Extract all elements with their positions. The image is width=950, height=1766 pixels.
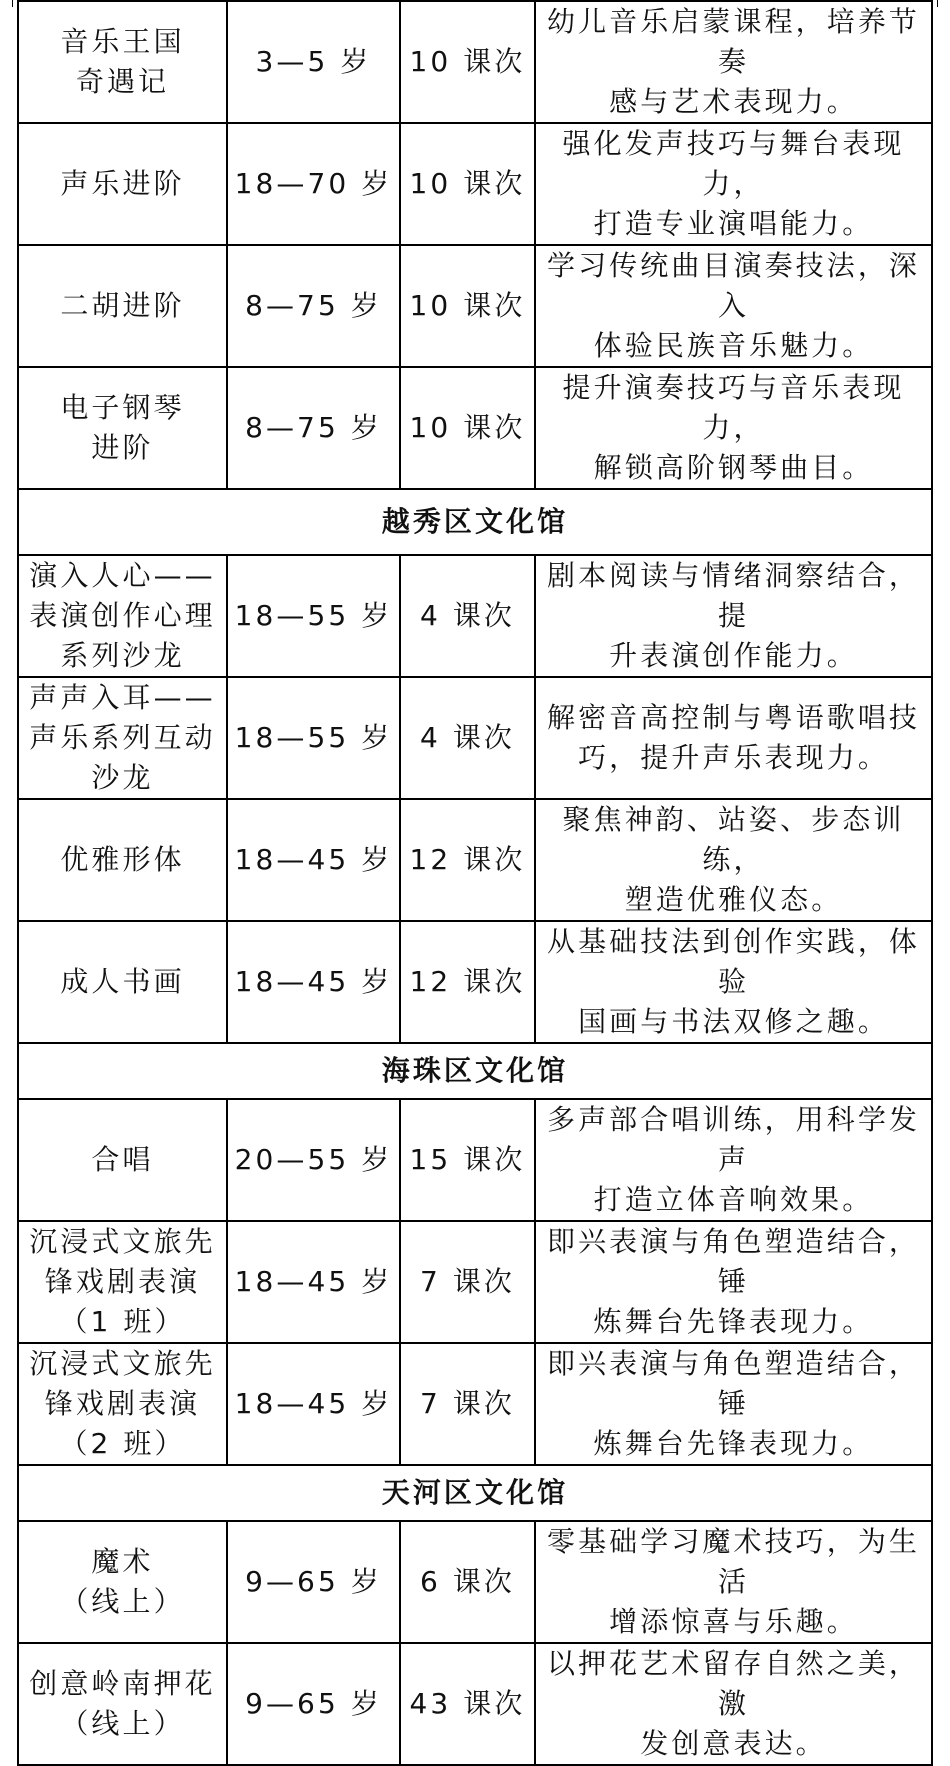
cell-line: 多声部合唱训练，用科学发声 (547, 1103, 920, 1176)
description-cell (535, 555, 932, 677)
sessions-cell: 7 课次 (400, 1343, 535, 1465)
table-row (18, 677, 932, 799)
course-name-cell (18, 921, 227, 1043)
age-range-cell: 18—45 岁 (227, 799, 400, 921)
description-cell (535, 367, 932, 489)
sessions-cell: 10 课次 (400, 367, 535, 489)
description-cell (535, 1643, 932, 1765)
sessions-cell: 4 课次 (400, 677, 535, 799)
table-row (18, 799, 932, 921)
age-range-cell: 8—75 岁 (227, 245, 400, 367)
section-title: 天河区文化馆 (18, 1465, 932, 1521)
cell-line: 感与艺术表现力。 (609, 85, 858, 118)
table-row (18, 1221, 932, 1343)
cell-line: 锋戏剧表演 (44, 1387, 201, 1420)
cell-line: 沉浸式文旅先 (29, 1347, 216, 1380)
cell-line: 体验民族音乐魅力。 (593, 329, 874, 362)
description-cell (535, 1, 932, 123)
cell-line: 合唱 (91, 1143, 154, 1176)
cell-line: 从基础技法到创作实践，体验 (547, 925, 920, 998)
cell-line: 锋戏剧表演 (44, 1265, 201, 1298)
cell-line: 强化发声技巧与舞台表现力， (562, 127, 905, 200)
course-name-cell (18, 1521, 227, 1643)
age-range-cell: 18—55 岁 (227, 555, 400, 677)
cell-line: 进阶 (91, 431, 154, 464)
cell-line: 沉浸式文旅先 (29, 1225, 216, 1258)
age-range-cell: 9—65 岁 (227, 1521, 400, 1643)
section-header-row (18, 1465, 932, 1521)
course-name-cell (18, 1221, 227, 1343)
table-row (18, 367, 932, 489)
cell-line: 系列沙龙 (60, 639, 185, 672)
course-name-cell (18, 677, 227, 799)
sessions-cell: 10 课次 (400, 1, 535, 123)
sessions-cell: 10 课次 (400, 245, 535, 367)
cell-line: 升表演创作能力。 (609, 639, 858, 672)
cell-line: 成人书画 (60, 965, 185, 998)
cell-line: 发创意表达。 (640, 1727, 827, 1760)
cell-line: 聚焦神韵、站姿、步态训练， (562, 803, 905, 876)
age-range-cell: 3—5 岁 (227, 1, 400, 123)
cell-line: 塑造优雅仪态。 (624, 883, 843, 916)
cell-line: （线上） (60, 1585, 185, 1618)
description-cell (535, 1343, 932, 1465)
age-range-cell: 20—55 岁 (227, 1099, 400, 1221)
sessions-cell: 7 课次 (400, 1221, 535, 1343)
course-name-cell (18, 1643, 227, 1765)
cell-line: 音乐王国 (60, 25, 185, 58)
age-range-cell: 18—45 岁 (227, 921, 400, 1043)
description-cell (535, 1521, 932, 1643)
page-edge-mark (12, 0, 13, 7)
cell-line: 即兴表演与角色塑造结合，锤 (547, 1347, 920, 1420)
section-title: 越秀区文化馆 (18, 489, 932, 555)
cell-line: 打造专业演唱能力。 (593, 207, 874, 240)
description-cell (535, 1099, 932, 1221)
course-table-body (18, 1, 932, 1765)
cell-line: （1 班） (59, 1305, 186, 1338)
cell-line: 剧本阅读与情绪洞察结合，提 (547, 559, 920, 632)
description-cell (535, 921, 932, 1043)
age-range-cell: 18—45 岁 (227, 1221, 400, 1343)
cell-line: 沙龙 (91, 761, 154, 794)
cell-line: 二胡进阶 (60, 289, 185, 322)
cell-line: 学习传统曲目演奏技法，深入 (547, 249, 920, 322)
cell-line: 电子钢琴 (60, 391, 185, 424)
course-name-cell (18, 123, 227, 245)
cell-line: 炼舞台先锋表现力。 (593, 1305, 874, 1338)
cell-line: 声乐进阶 (60, 167, 185, 200)
cell-line: 解锁高阶钢琴曲目。 (593, 451, 874, 484)
age-range-cell: 8—75 岁 (227, 367, 400, 489)
page-edge-mark (937, 0, 938, 7)
course-name-cell (18, 367, 227, 489)
age-range-cell: 18—45 岁 (227, 1343, 400, 1465)
cell-line: 奇遇记 (75, 65, 170, 98)
cell-line: 炼舞台先锋表现力。 (593, 1427, 874, 1460)
cell-line: 增添惊喜与乐趣。 (609, 1605, 858, 1638)
description-cell (535, 1221, 932, 1343)
sessions-cell: 15 课次 (400, 1099, 535, 1221)
cell-line: （2 班） (59, 1427, 186, 1460)
description-cell (535, 799, 932, 921)
sessions-cell: 6 课次 (400, 1521, 535, 1643)
table-row (18, 1643, 932, 1765)
cell-line: 零基础学习魔术技巧，为生活 (547, 1525, 920, 1598)
cell-line: 表演创作心理 (29, 599, 216, 632)
cell-line: 打造立体音响效果。 (593, 1183, 874, 1216)
cell-line: 优雅形体 (60, 843, 185, 876)
cell-line: 以押花艺术留存自然之美，激 (547, 1647, 920, 1720)
table-row (18, 1, 932, 123)
table-row (18, 245, 932, 367)
course-name-cell (18, 1099, 227, 1221)
table-row (18, 123, 932, 245)
sessions-cell: 12 课次 (400, 921, 535, 1043)
table-row (18, 1521, 932, 1643)
cell-line: 声声入耳—— (29, 681, 216, 714)
course-name-cell (18, 555, 227, 677)
cell-line: 幼儿音乐启蒙课程，培养节奏 (547, 5, 920, 78)
course-name-cell (18, 1343, 227, 1465)
course-name-cell (18, 799, 227, 921)
sessions-cell: 12 课次 (400, 799, 535, 921)
sessions-cell: 10 课次 (400, 123, 535, 245)
cell-line: （线上） (60, 1707, 185, 1740)
cell-line: 创意岭南押花 (29, 1667, 216, 1700)
section-header-row (18, 1043, 932, 1099)
course-name-cell (18, 245, 227, 367)
age-range-cell: 9—65 岁 (227, 1643, 400, 1765)
cell-line: 巧，提升声乐表现力。 (578, 741, 889, 774)
table-row (18, 1099, 932, 1221)
section-header-row (18, 489, 932, 555)
table-row (18, 555, 932, 677)
cell-line: 演入人心—— (29, 559, 216, 592)
course-name-cell (18, 1, 227, 123)
cell-line: 提升演奏技巧与音乐表现力， (562, 371, 905, 444)
course-table (17, 0, 933, 1766)
table-row (18, 921, 932, 1043)
age-range-cell: 18—55 岁 (227, 677, 400, 799)
sessions-cell: 4 课次 (400, 555, 535, 677)
table-row (18, 1343, 932, 1465)
cell-line: 国画与书法双修之趣。 (578, 1005, 889, 1038)
age-range-cell: 18—70 岁 (227, 123, 400, 245)
cell-line: 声乐系列互动 (29, 721, 216, 754)
section-title: 海珠区文化馆 (18, 1043, 932, 1099)
description-cell (535, 677, 932, 799)
sessions-cell: 43 课次 (400, 1643, 535, 1765)
cell-line: 魔术 (91, 1545, 154, 1578)
cell-line: 解密音高控制与粤语歌唱技 (547, 701, 920, 734)
description-cell (535, 245, 932, 367)
description-cell (535, 123, 932, 245)
cell-line: 即兴表演与角色塑造结合，锤 (547, 1225, 920, 1298)
